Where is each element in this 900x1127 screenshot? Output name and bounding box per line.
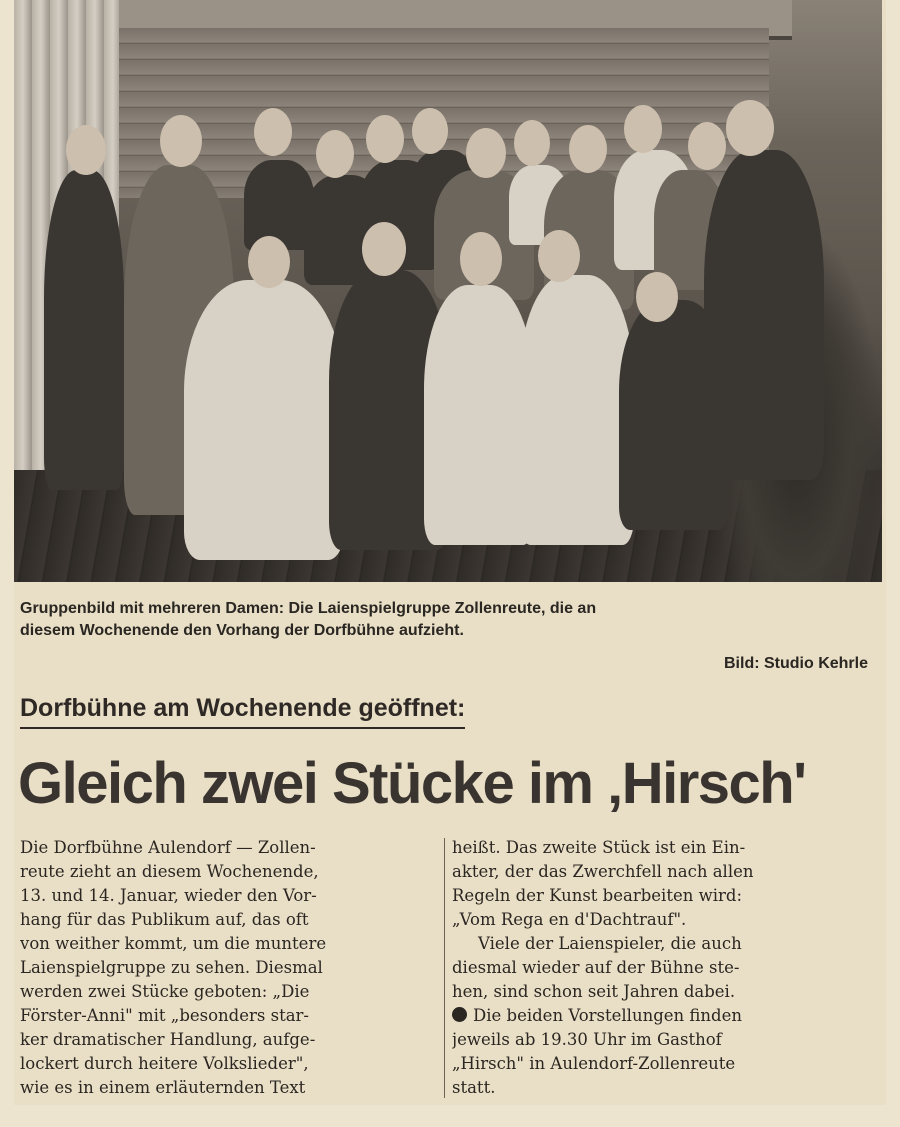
photo-person-head xyxy=(538,230,580,282)
photo-person xyxy=(424,285,534,545)
photo-caption-line: diesem Wochenende den Vorhang der Dorfbühne aufzieht. xyxy=(20,622,464,639)
article-kicker: Dorfbühne am Wochenende geöffnet: xyxy=(20,694,465,729)
article-line: akter, der das Zwerchfell nach allen xyxy=(452,862,754,881)
photo-person xyxy=(184,280,344,560)
photo-person-head xyxy=(569,125,607,173)
photo-person-head xyxy=(248,236,290,288)
article-line: Laienspielgruppe zu sehen. Diesmal xyxy=(20,958,323,977)
article-line: hang für das Publikum auf, das oft xyxy=(20,910,309,929)
photo-person-head xyxy=(160,115,202,167)
photo-person-head xyxy=(624,105,662,153)
article-line: 13. und 14. Januar, wieder den Vor- xyxy=(20,886,317,905)
article-line: Die Dorfbühne Aulendorf — Zollen- xyxy=(20,838,316,857)
photo-person-head xyxy=(254,108,292,156)
photo-person-head xyxy=(636,272,678,322)
article-line: Die beiden Vorstellungen finden xyxy=(473,1006,742,1025)
photo-person-head xyxy=(466,128,506,178)
photo-person xyxy=(519,275,634,545)
article-line: statt. xyxy=(452,1078,496,1097)
article-line: jeweils ab 19.30 Uhr im Gasthof xyxy=(452,1030,722,1049)
photo-credit: Bild: Studio Kehrle xyxy=(724,655,868,672)
article-line: werden zwei Stücke geboten: „Die xyxy=(20,982,310,1001)
article-line: „Vom Rega en d'Dachtrauf". xyxy=(452,910,687,929)
article-line: Viele der Laienspieler, die auch xyxy=(478,934,742,953)
photo-person-head xyxy=(362,222,406,276)
article-line: ker dramatischer Handlung, aufge- xyxy=(20,1030,316,1049)
article-line: reute zieht an diesem Wochenende, xyxy=(20,862,319,881)
photo-person-head xyxy=(514,120,550,166)
photo-person-head xyxy=(366,115,404,163)
photo-caption-line: Gruppenbild mit mehreren Damen: Die Laienspielgruppe Zollenreute, die an xyxy=(20,600,597,617)
photo-caption xyxy=(20,598,870,642)
photo-person xyxy=(44,170,124,490)
column-divider xyxy=(444,838,445,1098)
article-line: Förster-Anni" mit „besonders star- xyxy=(20,1006,309,1025)
article-line-with-bullet xyxy=(452,1004,870,1028)
article-headline: Gleich zwei Stücke im ‚Hirsch' xyxy=(18,751,806,816)
article-line: wie es in einem erläuternden Text xyxy=(20,1078,306,1097)
article-line: Regeln der Kunst bearbeiten wird: xyxy=(452,886,743,905)
photo-person-head xyxy=(726,100,774,156)
photo-person-head xyxy=(316,130,354,178)
article-line: „Hirsch" in Aulendorf-Zollenreute xyxy=(452,1054,736,1073)
photo-person-head xyxy=(460,232,502,286)
article-line: heißt. Das zweite Stück ist ein Ein- xyxy=(452,838,746,857)
article-line: von weither kommt, um die muntere xyxy=(20,934,327,953)
article-line: lockert durch heitere Volkslieder", xyxy=(20,1054,309,1073)
article-line: hen, sind schon seit Jahren dabei. xyxy=(452,982,736,1001)
article-column-left xyxy=(20,836,438,1100)
group-photo xyxy=(14,0,882,582)
article-line: diesmal wieder auf der Bühne ste- xyxy=(452,958,740,977)
photo-person-head xyxy=(688,122,726,170)
photo-person xyxy=(619,300,729,530)
bullet-dot-icon xyxy=(452,1007,467,1022)
photo-person-head xyxy=(412,108,448,154)
photo-person-head xyxy=(66,125,106,175)
article-column-right xyxy=(452,836,870,1100)
